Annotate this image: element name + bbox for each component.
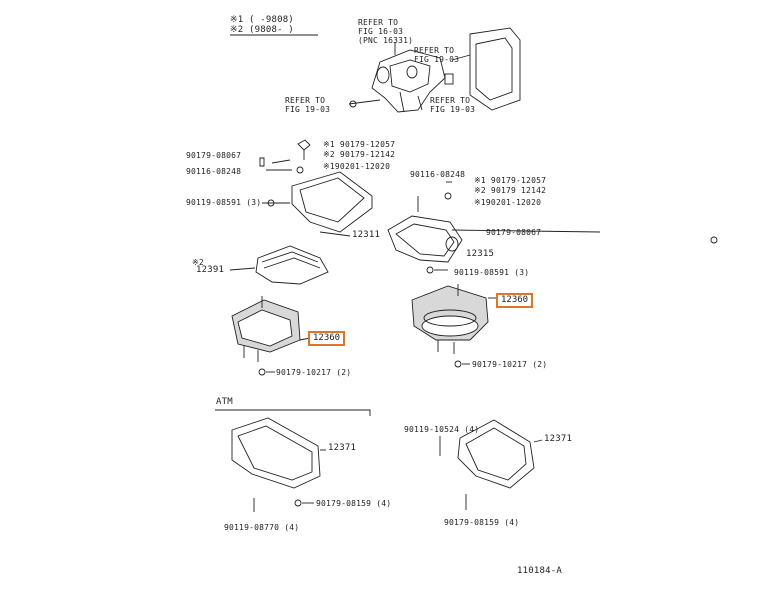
part-90179-12057-right[interactable]: ※1 90179-12057 bbox=[474, 176, 547, 185]
bracket-12315-drawing bbox=[388, 182, 717, 273]
part-90116-08248-right[interactable]: 90116-08248 bbox=[410, 170, 466, 179]
legend-line-1: ※1 ( -9808) bbox=[230, 15, 294, 25]
part-90179-08067-left[interactable]: 90179-08067 bbox=[186, 151, 242, 160]
legend-line-2: ※2 (9808- ) bbox=[230, 25, 294, 35]
part-12371-right[interactable]: 12371 bbox=[544, 434, 573, 444]
atm-label: ATM bbox=[216, 397, 233, 407]
mount-12360-left-drawing bbox=[232, 296, 310, 375]
figure-id: 110184-A bbox=[517, 566, 562, 576]
part-12391[interactable]: 12391 bbox=[196, 265, 225, 275]
part-12360-right-highlight[interactable]: 12360 bbox=[496, 293, 533, 308]
part-90179-12142-right[interactable]: ※2 90179 12142 bbox=[474, 186, 547, 195]
part-90201-12020-right[interactable]: ※190201-12020 bbox=[474, 198, 542, 207]
part-90179-08159-right[interactable]: 90179-08159 (4) bbox=[444, 518, 520, 527]
insulator-12391-drawing bbox=[230, 246, 328, 284]
ref-fig-19-03-c[interactable]: REFER TO FIG 19-03 bbox=[430, 96, 476, 114]
part-90201-12020-left[interactable]: ※190201-12020 bbox=[323, 162, 391, 171]
part-90119-08591-left[interactable]: 90119-08591 (3) bbox=[186, 198, 262, 207]
part-90179-12057-left[interactable]: ※1 90179-12057 bbox=[323, 140, 396, 149]
part-90119-10524[interactable]: 90119-10524 (4) bbox=[404, 425, 480, 434]
ref-fig-19-03-b[interactable]: REFER TO FIG 19-03 bbox=[285, 96, 331, 114]
mount-12360-right-drawing bbox=[412, 284, 498, 367]
part-90119-08591-right[interactable]: 90119-08591 (3) bbox=[454, 268, 530, 277]
part-90179-12142-left[interactable]: ※2 90179-12142 bbox=[323, 150, 396, 159]
part-90116-08248-left[interactable]: 90116-08248 bbox=[186, 167, 242, 176]
part-90179-08159-left[interactable]: 90179-08159 (4) bbox=[316, 499, 392, 508]
part-12371-left[interactable]: 12371 bbox=[328, 443, 357, 453]
star2-note: ※2 bbox=[192, 258, 204, 267]
bracket-12371-left-drawing bbox=[232, 418, 326, 512]
part-90179-10217-right[interactable]: 90179-10217 (2) bbox=[472, 360, 548, 369]
ref-fig-16-03[interactable]: REFER TO FIG 16-03 (PNC 16331) bbox=[358, 18, 414, 45]
part-90179-10217-left[interactable]: 90179-10217 (2) bbox=[276, 368, 352, 377]
part-12311[interactable]: 12311 bbox=[352, 230, 381, 240]
part-12360-left-highlight[interactable]: 12360 bbox=[308, 331, 345, 346]
part-12315[interactable]: 12315 bbox=[466, 249, 495, 259]
atm-bracket-line bbox=[215, 410, 370, 416]
part-90119-08770[interactable]: 90119-08770 (4) bbox=[224, 523, 300, 532]
ref-fig-19-03-a[interactable]: REFER TO FIG 19-03 bbox=[414, 46, 460, 64]
part-90179-08067-right[interactable]: 90179-08067 bbox=[486, 228, 542, 237]
